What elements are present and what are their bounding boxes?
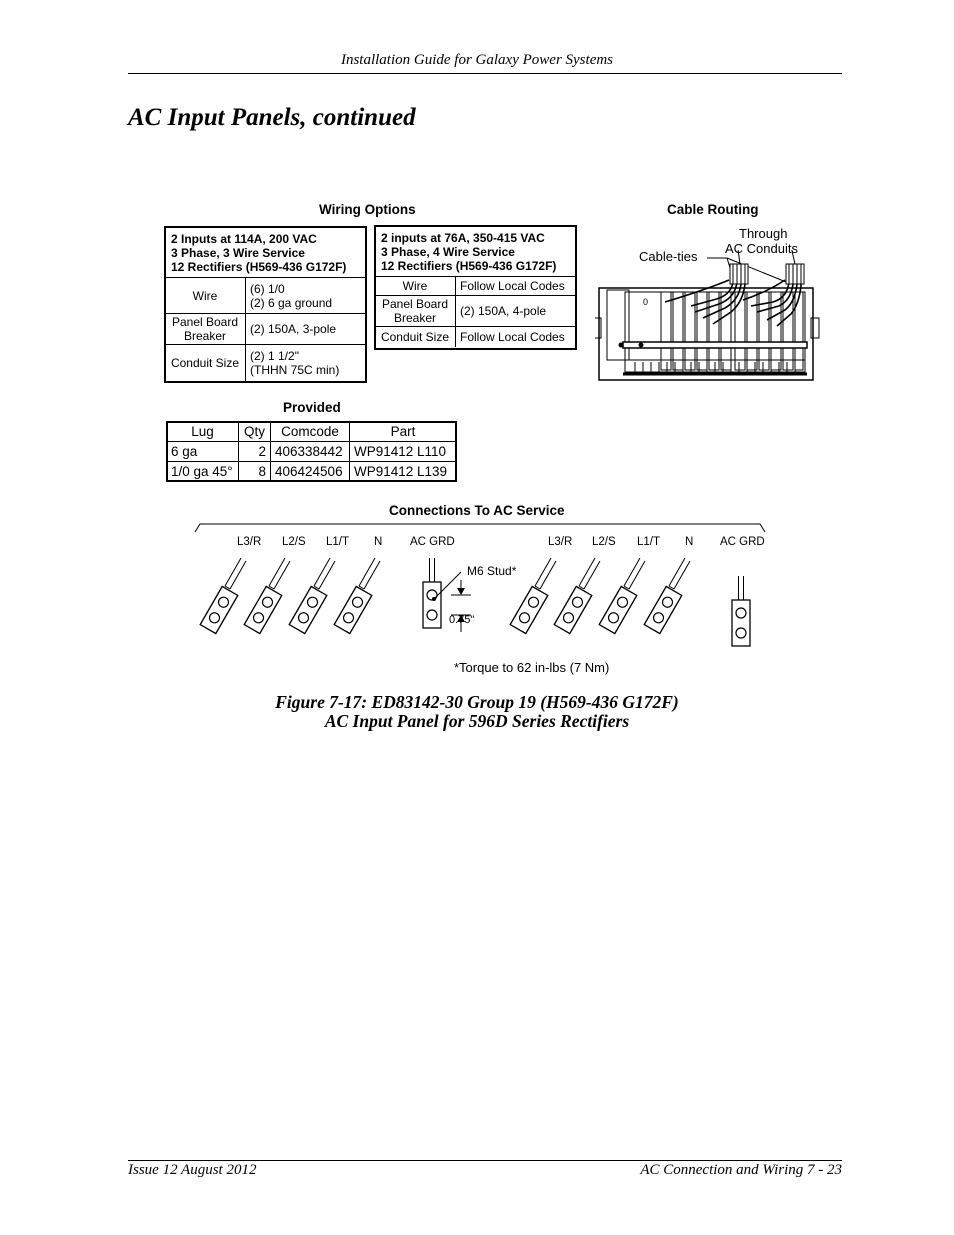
figure-caption-line1: Figure 7-17: ED83142-30 Group 19 (H569-436 G172F) bbox=[275, 692, 679, 712]
connections-bracket bbox=[190, 518, 770, 538]
breaker-value: (2) 150A, 4-pole bbox=[456, 296, 577, 327]
wire-label: Wire bbox=[375, 277, 456, 296]
lug-acgrd bbox=[423, 558, 441, 628]
running-header: Installation Guide for Galaxy Power Systems bbox=[340, 52, 614, 68]
terminal-label-l1t: L1/T bbox=[637, 536, 661, 548]
breaker-value: (2) 150A, 3-pole bbox=[246, 314, 367, 345]
torque-note: *Torque to 62 in-lbs (7 Nm) bbox=[454, 660, 610, 675]
terminal-label-l3r: L3/R bbox=[237, 536, 262, 548]
lug-l3r bbox=[510, 558, 556, 634]
connections-title: Connections To AC Service bbox=[389, 503, 565, 518]
provided-table bbox=[167, 422, 456, 481]
footer-page: AC Connection and Wiring 7 - 23 bbox=[640, 1162, 842, 1178]
table-row: 6 ga 2 406338442 WP91412 L110 bbox=[167, 442, 456, 462]
cable-routing-drawing bbox=[595, 250, 825, 385]
footer-rule bbox=[128, 1160, 842, 1161]
lug-acgrd bbox=[732, 576, 750, 646]
breaker-label: Panel Board Breaker bbox=[165, 314, 246, 345]
col-qty: Qty bbox=[239, 422, 271, 442]
wire-label: Wire bbox=[165, 278, 246, 314]
breaker-label: Panel Board Breaker bbox=[375, 296, 456, 327]
lug-l1t bbox=[599, 558, 645, 634]
wiring-options-title: Wiring Options bbox=[319, 202, 416, 217]
spacing-label: 0.75" bbox=[449, 614, 475, 626]
col-lug: Lug bbox=[167, 422, 239, 442]
lug-l2s bbox=[244, 558, 290, 634]
cable-ties-label: Cable-ties bbox=[639, 249, 698, 264]
footer-issue: Issue 12 August 2012 bbox=[128, 1162, 257, 1178]
lug-l2s bbox=[554, 558, 600, 634]
lug-n bbox=[644, 558, 690, 634]
provided-title: Provided bbox=[283, 400, 341, 415]
terminal-label-n: N bbox=[374, 536, 383, 548]
section-heading: AC Input Panels, continued bbox=[128, 104, 416, 131]
through-label: Through bbox=[739, 226, 788, 241]
lug-l1t bbox=[289, 558, 335, 634]
lug-l3r bbox=[200, 558, 246, 634]
conduit-label: Conduit Size bbox=[375, 327, 456, 347]
col-part: Part bbox=[350, 422, 457, 442]
terminal-label-l2s: L2/S bbox=[282, 536, 306, 548]
conduit-value: Follow Local Codes bbox=[456, 327, 577, 347]
terminal-label-l2s: L2/S bbox=[592, 536, 616, 548]
wire-value: Follow Local Codes bbox=[456, 277, 577, 296]
wiring-left-header: 2 Inputs at 114A, 200 VAC 3 Phase, 3 Wire Service 12 Rectifiers (H569-436 G172F) bbox=[165, 227, 366, 278]
terminal-label-n: N bbox=[685, 536, 694, 548]
terminal-label-l3r: L3/R bbox=[548, 536, 573, 548]
header-rule bbox=[128, 73, 842, 74]
stud-label: M6 Stud* bbox=[467, 564, 517, 578]
figure-caption-line2: AC Input Panel for 596D Series Rectifiers bbox=[324, 711, 630, 731]
terminal-label-acgrd: AC GRD bbox=[720, 536, 765, 548]
conduit-label: Conduit Size bbox=[165, 345, 246, 381]
conduit-value: (2) 1 1/2" (THHN 75C min) bbox=[246, 345, 367, 381]
zero-marker: 0 bbox=[643, 297, 649, 307]
col-comcode: Comcode bbox=[271, 422, 350, 442]
wiring-right-header: 2 inputs at 76A, 350-415 VAC 3 Phase, 4 Wire Service 12 Rectifiers (H569-436 G172F) bbox=[375, 226, 576, 277]
table-row: 1/0 ga 45° 8 406424506 WP91412 L139 bbox=[167, 462, 456, 482]
lug-n bbox=[334, 558, 380, 634]
terminal-label-l1t: L1/T bbox=[326, 536, 350, 548]
conduits-label: AC Conduits bbox=[725, 241, 798, 256]
terminal-label-acgrd: AC GRD bbox=[410, 536, 455, 548]
wiring-left-table bbox=[165, 227, 366, 381]
wiring-right-table bbox=[375, 226, 576, 347]
wire-value: (6) 1/0 (2) 6 ga ground bbox=[246, 278, 367, 314]
cable-routing-title: Cable Routing bbox=[667, 202, 759, 217]
